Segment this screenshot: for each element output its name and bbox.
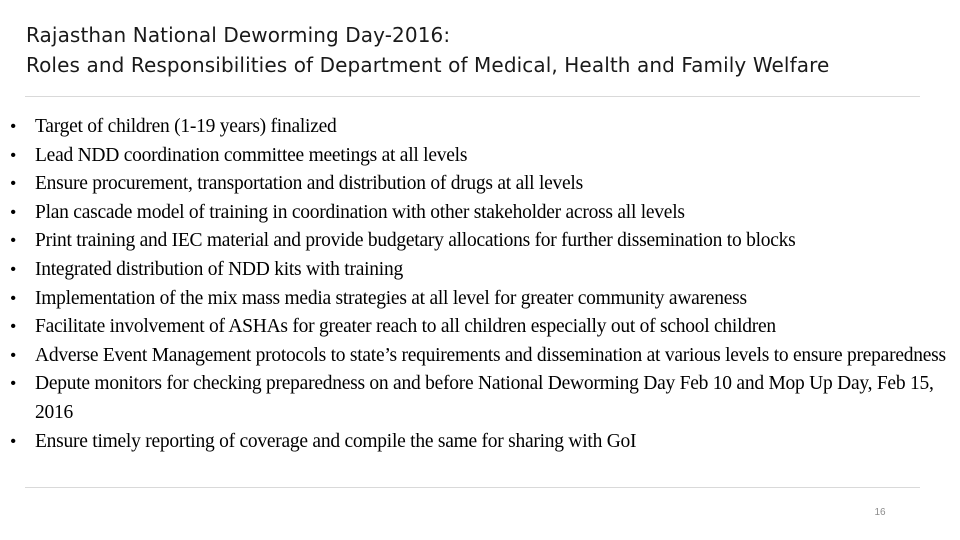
bullet-icon: •: [10, 175, 16, 193]
list-item: [0, 170, 960, 199]
bullet-icon: •: [10, 375, 16, 393]
list-item-text: Implementation of the mix mass media strategies at all level for greater community awareness: [35, 287, 747, 309]
bullet-icon: •: [10, 289, 16, 307]
bullet-icon: •: [10, 346, 16, 364]
list-item: [0, 342, 960, 371]
slide-title-line-2: Roles and Responsibilities of Department of Medical, Health and Family Welfare: [26, 53, 830, 77]
bullet-icon: •: [10, 232, 16, 250]
list-item: [0, 227, 960, 256]
page-number: 16: [874, 507, 886, 518]
list-item-text: Plan cascade model of training in coordination with other stakeholder across all levels: [35, 201, 685, 223]
list-item-text: Adverse Event Management protocols to state’s requirements and dissemination at various levels to ensure preparedness: [35, 344, 946, 366]
slide-title: [26, 20, 946, 80]
list-item-text: Depute monitors for checking preparedness on and before National Deworming Day Feb 10 and Mop Up Day, Feb 15, 2016: [35, 373, 934, 423]
bullet-icon: •: [10, 432, 16, 450]
bullet-icon: •: [10, 318, 16, 336]
footer-divider: [25, 487, 920, 488]
list-item-text: Facilitate involvement of ASHAs for greater reach to all children especially out of school children: [35, 316, 776, 338]
list-item-text: Lead NDD coordination committee meetings at all levels: [35, 144, 468, 166]
list-item: [0, 313, 960, 342]
list-item-text: Ensure timely reporting of coverage and compile the same for sharing with GoI: [35, 430, 637, 452]
list-item: [0, 370, 960, 427]
list-item-text: Integrated distribution of NDD kits with training: [35, 258, 403, 280]
list-item: [0, 199, 960, 228]
bullet-icon: •: [10, 203, 16, 221]
list-item-text: Ensure procurement, transportation and distribution of drugs at all levels: [35, 173, 583, 195]
list-item-text: Print training and IEC material and provide budgetary allocations for further dissemination to blocks: [35, 230, 796, 252]
bullet-icon: •: [10, 146, 16, 164]
responsibility-list: [0, 113, 960, 456]
list-item: [0, 285, 960, 314]
list-item-text: Target of children (1-19 years) finalized: [35, 116, 337, 137]
slide-title-line-1: Rajasthan National Deworming Day-2016:: [26, 23, 451, 47]
list-item: [0, 142, 960, 171]
list-item: [0, 256, 960, 285]
bullet-icon: •: [10, 118, 16, 135]
title-divider: [25, 96, 920, 97]
bullet-icon: •: [10, 260, 16, 278]
list-item: [0, 113, 960, 142]
list-item: [0, 428, 960, 457]
